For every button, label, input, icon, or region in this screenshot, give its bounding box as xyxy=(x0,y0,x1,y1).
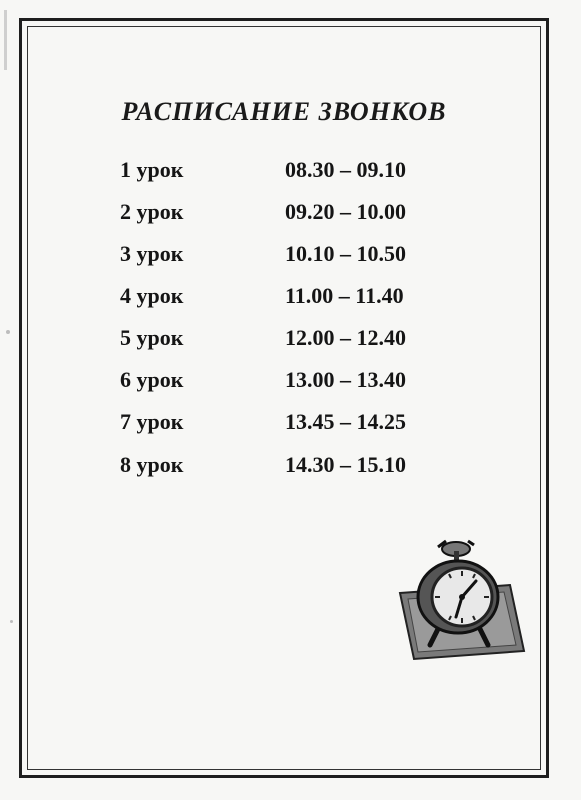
schedule-row xyxy=(120,241,440,271)
schedule-row xyxy=(120,409,440,439)
schedule-row xyxy=(120,283,440,313)
scan-artifact xyxy=(4,10,7,70)
lesson-time: 13.00 – 13.40 xyxy=(285,367,406,392)
schedule-row xyxy=(120,367,440,397)
lesson-label: 6 урок xyxy=(120,367,184,392)
schedule-row xyxy=(120,325,440,355)
page-title: РАСПИСАНИЕ ЗВОНКОВ xyxy=(121,97,447,126)
lesson-label: 5 урок xyxy=(120,325,184,350)
lesson-time: 11.00 – 11.40 xyxy=(285,283,404,308)
scan-artifact xyxy=(6,330,10,334)
alarm-clock-icon xyxy=(394,533,528,663)
lesson-time: 12.00 – 12.40 xyxy=(285,325,406,350)
lesson-label: 3 урок xyxy=(120,241,184,266)
schedule-row xyxy=(120,452,440,482)
lesson-label: 4 урок xyxy=(120,283,184,308)
lesson-time: 08.30 – 09.10 xyxy=(285,157,406,182)
lesson-time: 10.10 – 10.50 xyxy=(285,241,406,266)
lesson-label: 2 урок xyxy=(120,199,184,224)
lesson-time: 09.20 – 10.00 xyxy=(285,199,406,224)
lesson-time: 13.45 – 14.25 xyxy=(285,409,406,434)
lesson-time: 14.30 – 15.10 xyxy=(285,452,406,477)
schedule-row xyxy=(120,199,440,229)
lesson-label: 1 урок xyxy=(120,157,184,182)
scan-artifact xyxy=(10,620,13,623)
lesson-label: 8 урок xyxy=(120,452,184,477)
schedule-row xyxy=(120,157,440,187)
lesson-label: 7 урок xyxy=(120,409,184,434)
